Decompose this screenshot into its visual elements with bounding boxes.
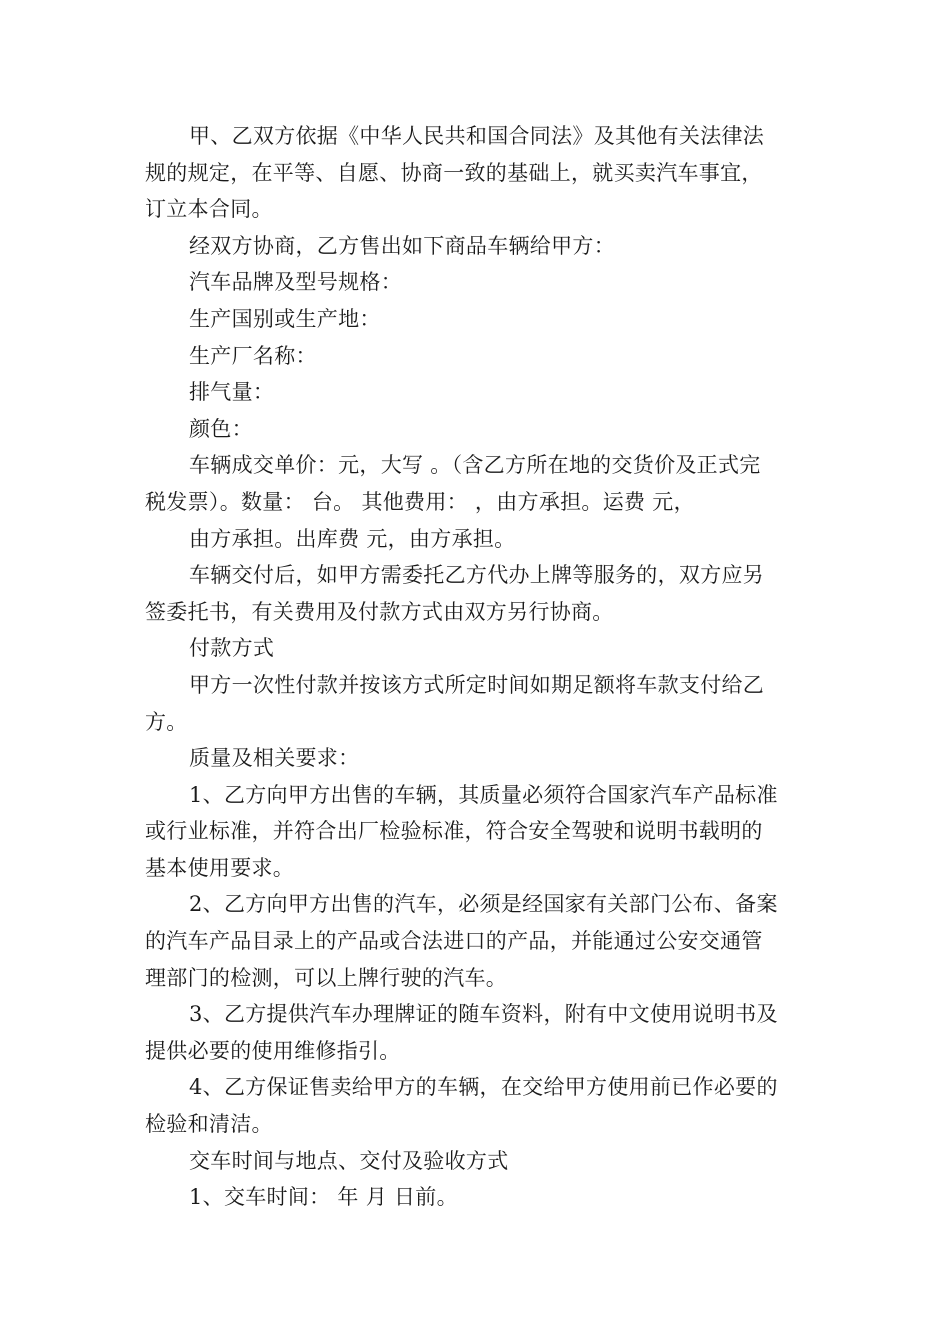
text-line: 理部门的检测，可以上牌行驶的汽车。 [145, 965, 508, 990]
text-line: 规的规定，在平等、自愿、协商一致的基础上，就买卖汽车事宜， [145, 160, 763, 185]
text-line: 经双方协商，乙方售出如下商品车辆给甲方： [189, 233, 615, 258]
text-line: 排气量： [189, 380, 275, 405]
text-line: 1、乙方向甲方出售的车辆，其质量必须符合国家汽车产品标准 [189, 782, 778, 807]
paragraph [145, 264, 807, 301]
text-line: 汽车品牌及型号规格： [189, 270, 402, 295]
text-line: 甲、乙双方依据《中华人民共和国合同法》及其他有关法律法 [189, 124, 765, 148]
paragraph [145, 777, 807, 887]
text-line: 付款方式 [189, 636, 275, 661]
text-line: 生产国别或生产地： [189, 306, 381, 331]
paragraph [145, 996, 807, 1069]
text-line: 3、乙方提供汽车办理牌证的随车资料，附有中文使用说明书及 [189, 1002, 778, 1027]
paragraph [145, 411, 807, 448]
text-line: 颜色： [189, 416, 253, 441]
text-line: 生产厂名称： [189, 343, 317, 368]
paragraph [145, 447, 807, 520]
paragraph [145, 1069, 807, 1142]
text-line: 方。 [145, 709, 188, 734]
paragraph [145, 740, 807, 777]
paragraph [145, 118, 807, 228]
text-line: 交车时间与地点、交付及验收方式 [189, 1148, 509, 1173]
document-body [145, 118, 807, 1216]
paragraph [145, 557, 807, 630]
paragraph [145, 1179, 807, 1216]
paragraph [145, 886, 807, 996]
paragraph [145, 374, 807, 411]
paragraph [145, 521, 807, 558]
paragraph [145, 630, 807, 667]
text-line: 的汽车产品目录上的产品或合法进口的产品，并能通过公安交通管 [145, 929, 763, 954]
paragraph [145, 667, 807, 740]
text-line: 甲方一次性付款并按该方式所定时间如期足额将车款支付给乙 [189, 672, 765, 697]
text-line: 订立本合同。 [145, 197, 273, 222]
text-line: 1、交车时间： 年 月 日前。 [189, 1185, 458, 1210]
text-line: 或行业标准，并符合出厂检验标准，符合安全驾驶和说明书载明的 [145, 819, 763, 844]
text-line: 车辆交付后，如甲方需委托乙方代办上牌等服务的，双方应另 [189, 563, 765, 588]
text-line: 2、乙方向甲方出售的汽车，必须是经国家有关部门公布、备案 [189, 892, 778, 917]
text-line: 车辆成交单价：元，大写 。（含乙方所在地的交货价及正式完 [189, 453, 761, 478]
text-line: 税发票）。数量： 台。 其他费用： ，由方承担。运费 元， [145, 489, 695, 514]
text-line: 由方承担。出库费 元，由方承担。 [189, 526, 516, 551]
text-line: 签委托书，有关费用及付款方式由双方另行协商。 [145, 599, 614, 624]
paragraph [145, 301, 807, 338]
paragraph [145, 1143, 807, 1180]
paragraph [145, 338, 807, 375]
text-line: 4、乙方保证售卖给甲方的车辆，在交给甲方使用前已作必要的 [189, 1075, 778, 1100]
text-line: 质量及相关要求： [189, 746, 360, 771]
text-line: 提供必要的使用维修指引。 [145, 1038, 401, 1063]
paragraph [145, 228, 807, 265]
text-line: 检验和清洁。 [145, 1112, 273, 1137]
text-line: 基本使用要求。 [145, 855, 295, 880]
